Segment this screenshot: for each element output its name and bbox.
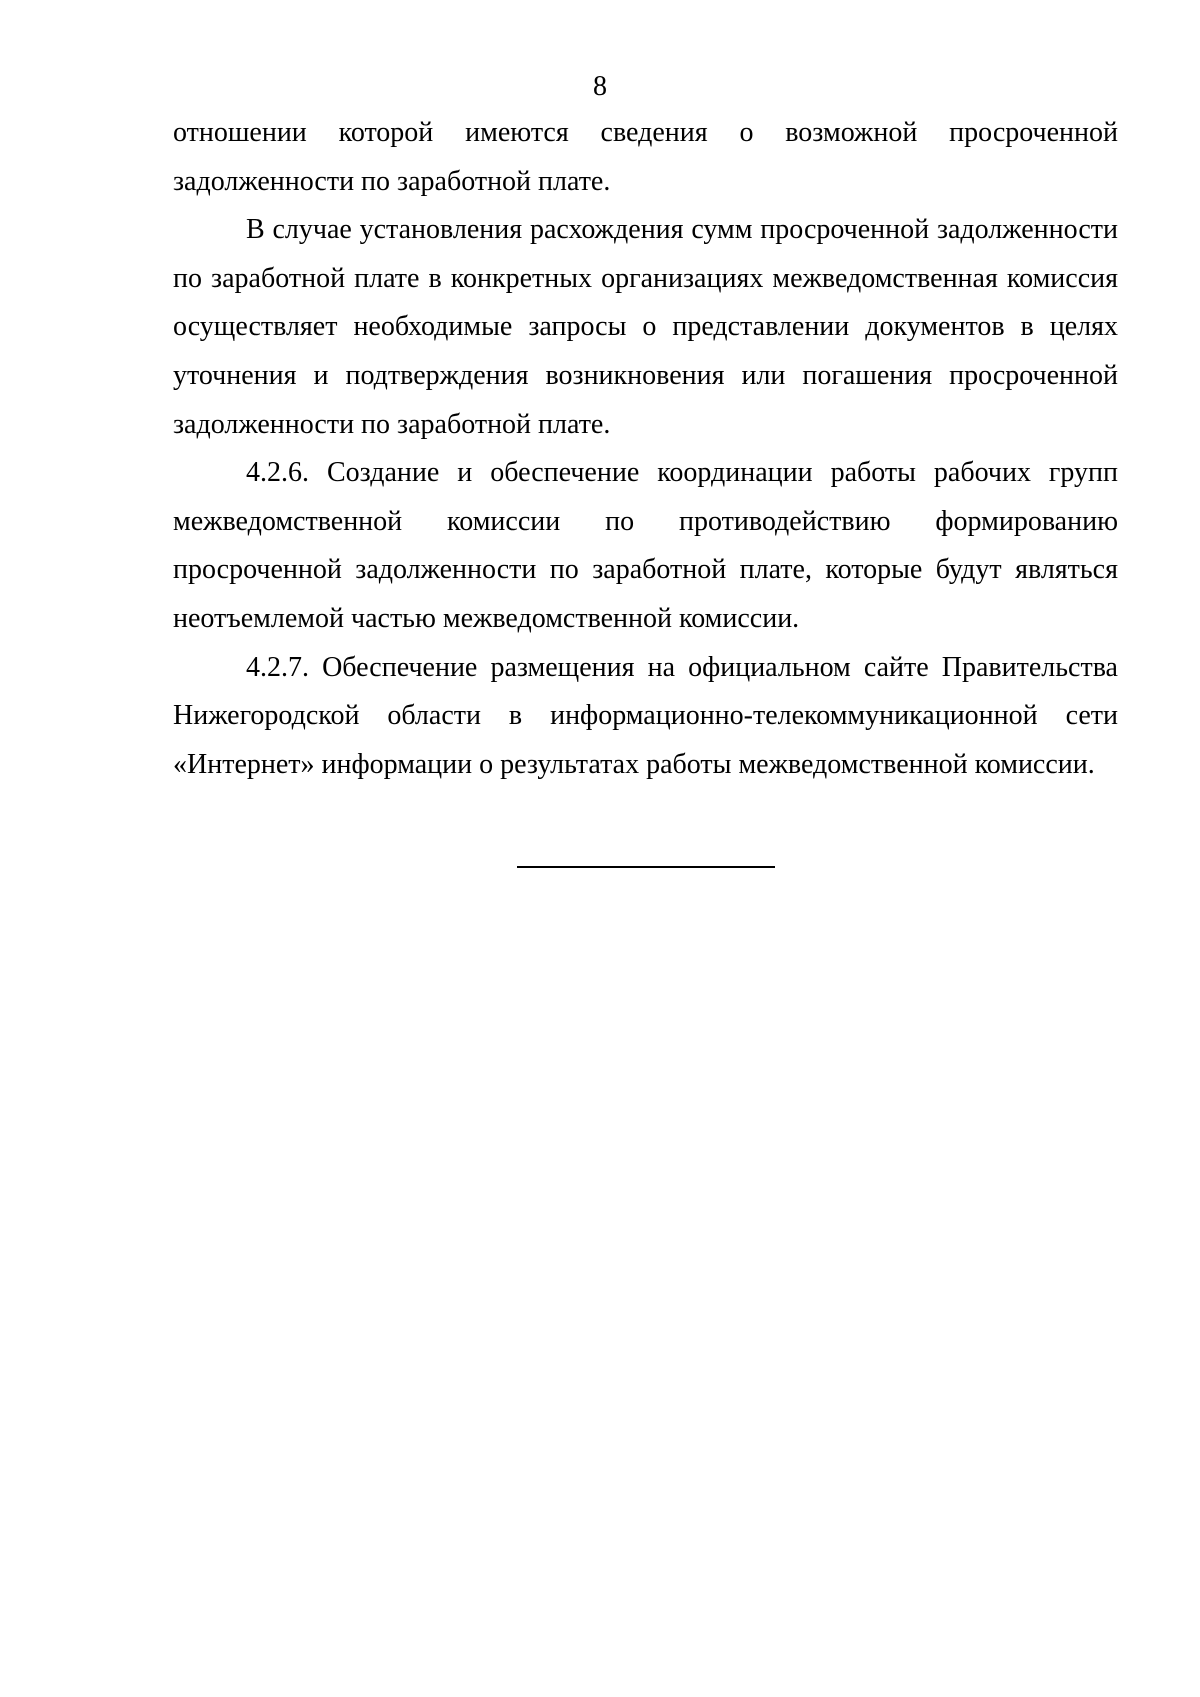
paragraph-4-2-7: 4.2.7. Обеспечение размещения на официальном сайте Правительства Нижегородской области в информационно-телекоммуникационной сети «Интернет» информации о результатах работы межведомственной комиссии. — [173, 651, 1118, 780]
document-body — [173, 109, 1118, 789]
page-number: 8 — [593, 71, 607, 102]
paragraph-discrepancy: В случае установления расхождения сумм просроченной задолженности по заработной плате в конкретных организациях межведомственная комиссия осуществляет необходимые запросы о представлении документов в целях уточнения и подтверждения возникновения или погашения просроченной задолженности по заработной плате. — [173, 214, 1118, 440]
paragraph-continuation: отношении которой имеются сведения о возможной просроченной задолженности по заработной плате. — [173, 117, 1118, 197]
paragraph-4-2-6: 4.2.6. Создание и обеспечение координации работы рабочих групп межведомственной комиссии по противодействию формированию просроченной задолженности по заработной плате, которые будут являться неотъемлемой частью межведомственной комиссии. — [173, 457, 1118, 634]
end-separator-line — [517, 866, 775, 868]
